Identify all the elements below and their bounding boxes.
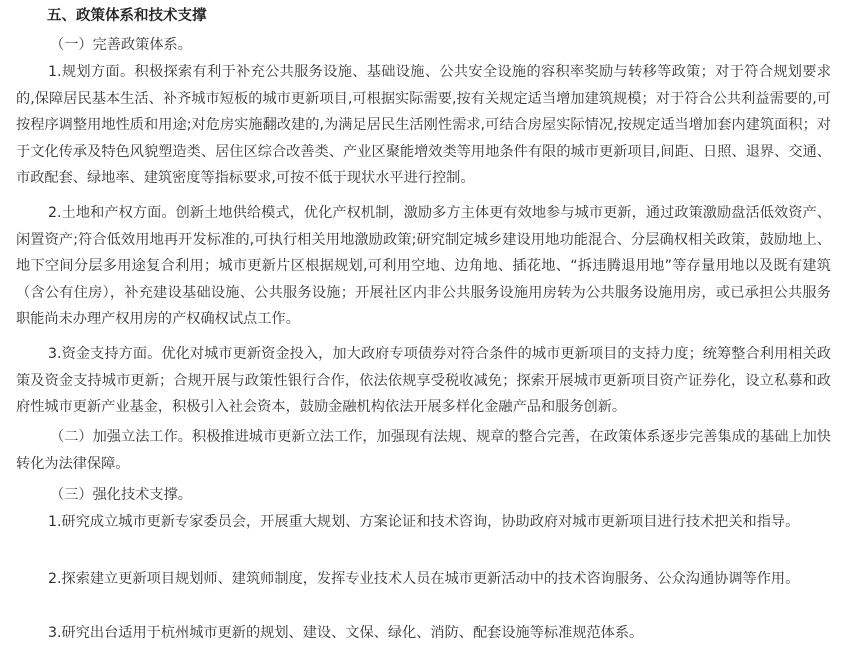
section-title: 五、政策体系和技术支撑 [47,8,207,24]
land-property-paragraph: 2.土地和产权方面。创新土地供给模式，优化产权机制，激励多方主体更有效地参与城市更新，通过政策激励盘活低效资产、闲置资产;符合低效用地再开发标准的,可执行相关用地激励政策;研究制定城乡建设用地功能混合、分层确权相关政策，鼓励地上、地下空间分层多用途复合利用；城市更新片区根据规划,可利用空地、边角地、插花地、“拆违腾退用地”等存量用地以及既有建筑（含公有住房），补充建设基础设施、公共服务设施；开展社区内非公共服务设施用房转为公共服务设施用房，或已承担公共服务职能尚未办理产权用房的产权确权试点工作。 [16,205,831,327]
tech-item-2-paragraph: 2.探索建立更新项目规划师、建筑师制度，发挥专业技术人员在城市更新活动中的技术咨询服务、公众沟通协调等作用。 [48,571,800,587]
subsection-2-paragraph: （二）加强立法工作。积极推进城市更新立法工作，加强现有法规、规章的整合完善，在政策体系逐步完善集成的基础上加快转化为法律保障。 [16,429,831,472]
subsection-1-title: （一）完善政策体系。 [50,37,192,53]
subsection-3-title: （三）强化技术支撑。 [50,487,192,503]
funding-paragraph: 3.资金支持方面。优化对城市更新资金投入，加大政府专项债券对符合条件的城市更新项目的支持力度；统筹整合利用相关政策及资金支持城市更新；合规开展与政策性银行合作，依法依规享受税收减免；探索开展城市更新项目资产证券化，设立私募和政府性城市更新产业基金，积极引入社会资本，鼓励金融机构依法开展多样化金融产品和服务创新。 [16,346,831,415]
planning-paragraph: 1.规划方面。积极探索有利于补充公共服务设施、基础设施、公共安全设施的容积率奖励与转移等政策；对于符合规划要求的,保障居民基本生活、补齐城市短板的城市更新项目,可根据实际需要,按有关规定适当增加建筑规模；对于符合公共利益需要的,可按程序调整用地性质和用途;对危房实施翻改建的,为满足居民生活刚性需求,可结合房屋实际情况,按规定适当增加套内建筑面积；对于文化传承及特色风貌塑造类、居住区综合改善类、产业区聚能增效类等用地条件有限的城市更新项目,间距、日照、退界、交通、市政配套、绿地率、建筑密度等指标要求,可按不低于现状水平进行控制。 [16,64,831,186]
tech-item-1-paragraph: 1.研究成立城市更新专家委员会，开展重大规划、方案论证和技术咨询，协助政府对城市更新项目进行技术把关和指导。 [48,514,800,530]
tech-item-3-paragraph: 3.研究出台适用于杭州城市更新的规划、建设、文保、绿化、消防、配套设施等标准规范体系。 [48,625,644,641]
